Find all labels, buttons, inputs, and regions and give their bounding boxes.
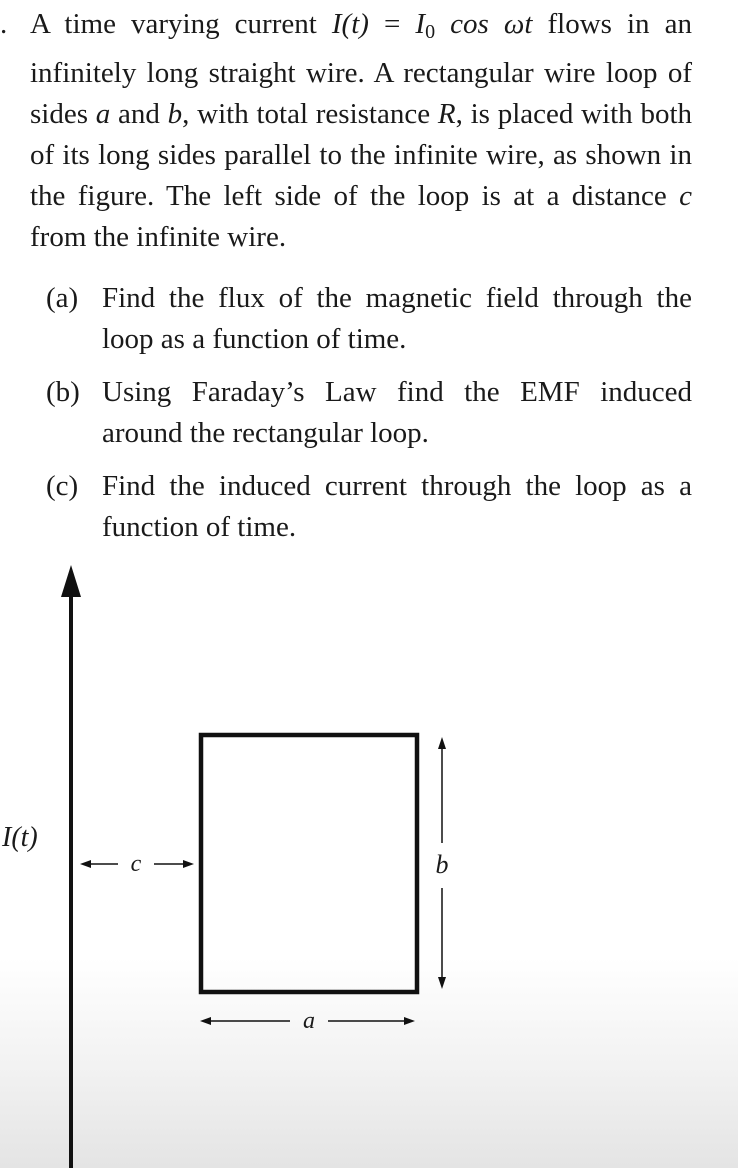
amplitude-subscript: 0 bbox=[425, 21, 436, 43]
distance-c-label: c bbox=[130, 851, 142, 877]
intro-text-3: , with total resistance bbox=[182, 98, 438, 130]
height-b-dimension bbox=[436, 737, 449, 989]
and-text: and bbox=[110, 98, 168, 130]
rectangular-loop bbox=[201, 735, 417, 992]
height-b-label: b bbox=[435, 850, 449, 879]
part-label: (c) bbox=[46, 470, 79, 502]
intro-text-1: A time varying current bbox=[30, 8, 332, 40]
current-expression: I(t) bbox=[331, 8, 369, 40]
intro-text-5: from the infinite wire. bbox=[30, 221, 287, 253]
equals-sign: = bbox=[368, 8, 416, 40]
part-label: (b) bbox=[46, 376, 80, 408]
part-text: Find the induced current through the loop as a function of time. bbox=[102, 470, 692, 543]
intro-text-2: flows in an infinitely long straight wire. A rectangular wire loop of sides bbox=[30, 8, 693, 130]
width-a-label: a bbox=[303, 1008, 315, 1034]
part-text: Find the flux of the magnetic field through the loop as a function of time. bbox=[102, 282, 692, 355]
current-direction-arrow bbox=[61, 565, 81, 597]
side-b-symbol: b bbox=[167, 98, 183, 130]
intro-text-4: , is placed with both of its long sides parallel to the infinite wire, as shown in the figure. The left side of the loop is at a distance bbox=[30, 98, 693, 212]
part-label: (a) bbox=[46, 282, 79, 314]
current-label: I(t) bbox=[2, 822, 38, 853]
problem-number: . bbox=[0, 8, 8, 40]
distance-c-symbol: c bbox=[679, 180, 692, 212]
amplitude-symbol: I bbox=[415, 8, 426, 40]
width-a-dimension bbox=[200, 1008, 415, 1034]
cosine-term: cos ωt bbox=[435, 8, 533, 40]
distance-c-dimension bbox=[80, 851, 194, 877]
part-text: Using Faraday’s Law find the EMF induced around the rectangular loop. bbox=[102, 376, 692, 449]
resistance-symbol: R bbox=[437, 98, 456, 130]
side-a-symbol: a bbox=[95, 98, 111, 130]
